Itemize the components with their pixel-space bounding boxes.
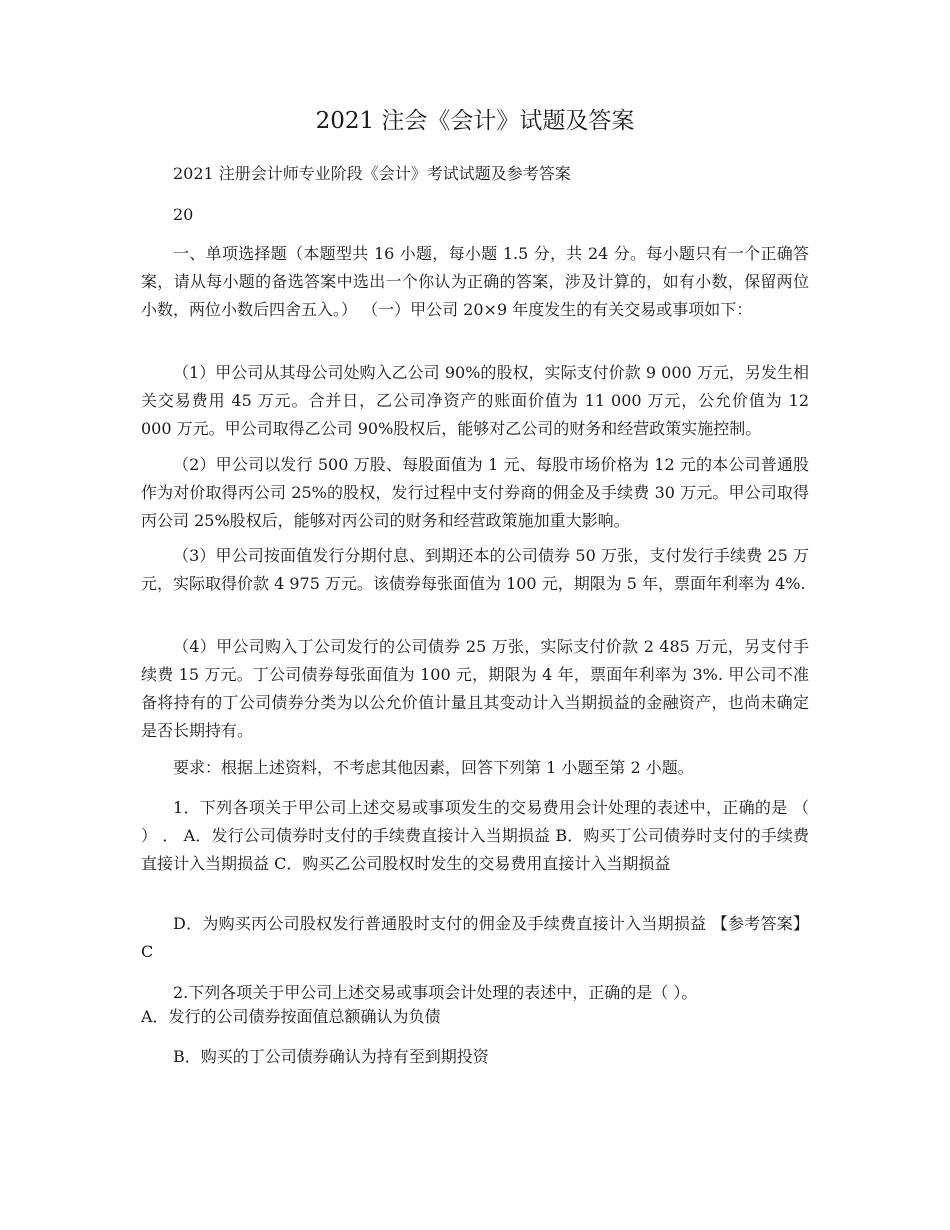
question-2-option-b: B．购买的丁公司债券确认为持有至到期投资	[173, 1047, 489, 1066]
paragraph-item-2: （2）甲公司以发行 500 万股、每股面值为 1 元、每股市场价格为 12 元的本公司普通股作为对价取得丙公司 25%的股权，发行过程中支付券商的佣金及手续费 30 万元。甲公司取得丙公司 25%股权后，能够对丙公司的财务和经营政策施加重大影响。	[141, 455, 809, 530]
number-line: 20	[173, 205, 194, 224]
question-2-stem: 2.下列各项关于甲公司上述交易或事项会计处理的表述中，正确的是（ ）。	[173, 983, 698, 1002]
paragraph-section-intro: 一、单项选择题（本题型共 16 小题，每小题 1.5 分，共 24 分。每小题只有一个正确答案，请从每小题的备选答案中选出一个你认为正确的答案，涉及计算的，如有小数，保留两位小数，两位小数后四舍五入。） （一）甲公司 20×9 年度发生的有关交易或事项如下：	[141, 244, 809, 319]
paragraph-item-1: （1）甲公司从其母公司处购入乙公司 90%的股权，实际支付价款 9 000 万元，另发生相关交易费用 45 万元。合并日，乙公司净资产的账面价值为 11 000 万元，公允价值为 12 000 万元。甲公司取得乙公司 90%股权后，能够对乙公司的财务和经营政策实施控制。	[141, 363, 809, 438]
document-subtitle: 2021 注册会计师专业阶段《会计》考试试题及参考答案	[173, 164, 571, 183]
paragraph-requirement: 要求：根据上述资料，不考虑其他因素，回答下列第 1 小题至第 2 小题。	[173, 758, 694, 777]
question-2-option-a: A．发行的公司债券按面值总额确认为负债	[141, 1007, 441, 1026]
paragraph-item-4: （4）甲公司购入丁公司发行的公司债券 25 万张，实际支付价款 2 485 万元，另支付手续费 15 万元。丁公司债券每张面值为 100 元，期限为 4 年，票面年利率为 3%. 甲公司不准备将持有的丁公司债券分类为以公允价值计量且其变动计入当期损益的金融资产，也尚未确定是否长期持有。	[141, 637, 809, 740]
question-1-option-d-answer: D．为购买丙公司股权发行普通股时支付的佣金及手续费直接计入当期损益 【参考答案】C	[141, 914, 809, 961]
question-1: 1．下列各项关于甲公司上述交易或事项发生的交易费用会计处理的表述中，正确的是 （ ） ． A．发行公司债券时支付的手续费直接计入当期损益 B．购买丁公司债券时支付的手续费直接计入当期损益 C．购买乙公司股权时发生的交易费用直接计入当期损益	[141, 798, 809, 873]
document-title: 2021 注会《会计》试题及答案	[315, 108, 635, 134]
paragraph-item-3: （3）甲公司按面值发行分期付息、到期还本的公司债券 50 万张，支付发行手续费 25 万元，实际取得价款 4 975 万元。该债券每张面值为 100 元，期限为 5 年，票面年利率为 4%.	[141, 546, 809, 593]
